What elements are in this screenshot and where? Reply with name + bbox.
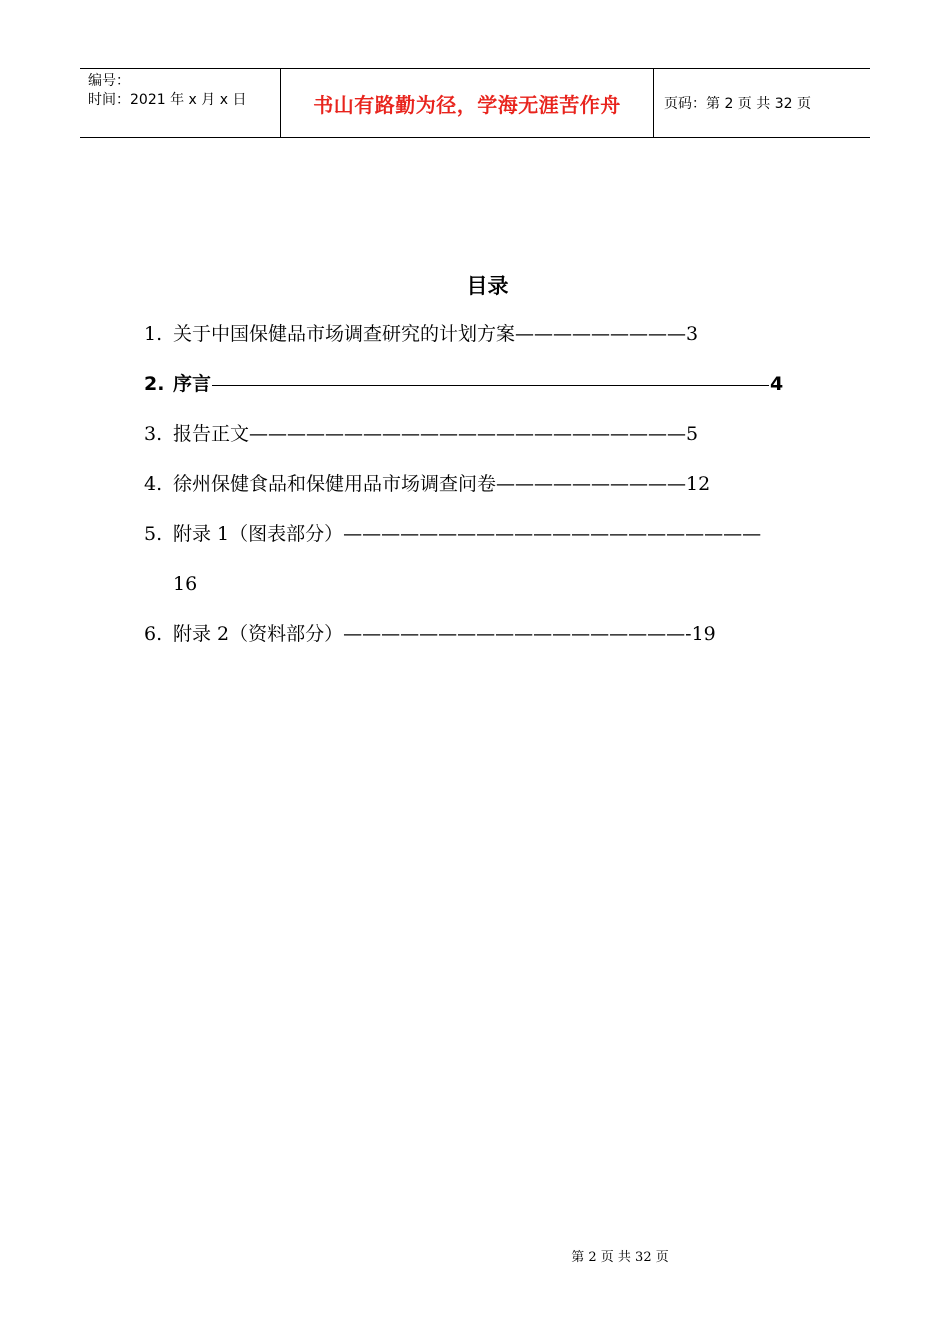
toc-item-text: 附录 1（图表部分） — [173, 523, 344, 545]
header-page-info: 页码：第 2 页 共 32 页 — [664, 96, 811, 112]
header-motto: 书山有路勤为径，学海无涯苦作舟 — [281, 69, 654, 137]
toc-item-leader: ————————— — [515, 323, 687, 345]
toc-item-number: 2. — [144, 373, 165, 395]
toc-item-text: 报告正文 — [173, 423, 250, 445]
page-header — [80, 68, 870, 138]
toc-item-leader: ——————————————————- — [343, 623, 692, 645]
toc-item-number: 6. — [144, 623, 163, 645]
toc-item-number: 3. — [144, 423, 163, 445]
toc-item-page: 12 — [686, 473, 711, 495]
toc-item-page: 4 — [770, 373, 784, 395]
toc-item-leader: —————————— — [496, 473, 687, 495]
toc-item-text: 徐州保健食品和保健用品市场调查问卷 — [173, 473, 497, 495]
toc-item-3[interactable] — [144, 422, 698, 446]
time-label: 时间：2021 年 x 月 x 日 — [88, 92, 247, 108]
toc-item-6[interactable] — [144, 622, 716, 646]
toc-item-number: 5. — [144, 523, 163, 545]
toc-item-page: 5 — [686, 423, 699, 445]
toc-item-number: 1. — [144, 323, 163, 345]
toc-item-leader — [212, 385, 769, 386]
toc-item-5[interactable] — [144, 522, 761, 546]
toc-item-text: 关于中国保健品市场调查研究的计划方案 — [173, 323, 516, 345]
toc-title: 目录 — [466, 274, 509, 298]
toc-item-page: 16 — [173, 573, 198, 595]
toc-item-leader: ——————————————————————— — [249, 423, 687, 445]
toc-item-number: 4. — [144, 473, 163, 495]
toc-item-text: 附录 2（资料部分） — [173, 623, 344, 645]
number-label: 编号： — [88, 73, 130, 89]
header-meta — [80, 69, 281, 137]
toc-item-2[interactable] — [144, 372, 783, 396]
toc-item-leader: —————————————————————— — [343, 523, 762, 545]
toc-item-5-page-line — [173, 572, 197, 596]
toc-item-4[interactable] — [144, 472, 710, 496]
toc-item-text: 序言 — [173, 373, 212, 395]
toc-item-1[interactable] — [144, 322, 698, 346]
toc-item-page: 3 — [686, 323, 699, 345]
page-footer: 第 2 页 共 32 页 — [571, 1250, 669, 1265]
toc-item-page: 19 — [691, 623, 716, 645]
